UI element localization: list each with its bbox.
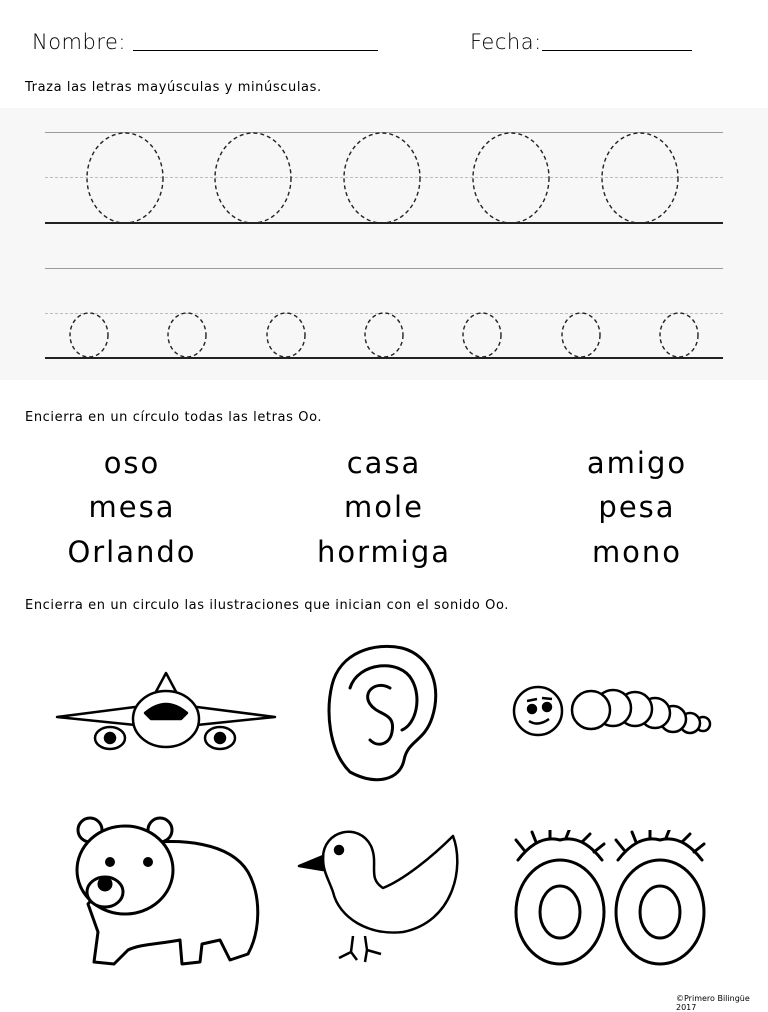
traceable-letters[interactable] (0, 108, 768, 380)
word[interactable]: casa (346, 446, 422, 480)
circle-letters-instruction: Encierra en un círculo todas las letras Oo. (25, 410, 323, 425)
word[interactable]: Orlando (67, 535, 197, 569)
word[interactable]: amigo (586, 446, 688, 480)
airplane-picture[interactable] (55, 665, 277, 760)
word[interactable]: pesa (598, 490, 676, 524)
copyright-footer: ©Primero Bilingüe 2017 (676, 994, 750, 1012)
circle-pictures-instruction: Encierra en un circulo las ilustraciones que inician con el sonido Oo. (25, 598, 510, 613)
trace-uppercase-o (602, 133, 678, 223)
trace-lowercase-o (267, 313, 305, 357)
chick-picture[interactable] (293, 818, 473, 968)
date-field-line[interactable] (542, 50, 692, 51)
trace-uppercase-o (215, 133, 291, 223)
trace-uppercase-o (87, 133, 163, 223)
trace-lowercase-o (70, 313, 108, 357)
trace-uppercase-o (344, 133, 420, 223)
date-label: Fecha: (470, 30, 542, 54)
trace-lowercase-o (562, 313, 600, 357)
word[interactable]: oso (103, 446, 161, 480)
name-label: Nombre: (32, 30, 127, 54)
word[interactable]: mono (591, 535, 683, 569)
eyes-picture[interactable] (510, 830, 710, 970)
trace-uppercase-o (473, 133, 549, 223)
trace-instruction: Traza las letras mayúsculas y minúsculas. (25, 80, 322, 95)
trace-lowercase-o (168, 313, 206, 357)
trace-lowercase-o (660, 313, 698, 357)
trace-lowercase-o (463, 313, 501, 357)
worm-picture[interactable] (505, 677, 715, 747)
trace-lowercase-o (365, 313, 403, 357)
bear-picture[interactable] (70, 812, 265, 972)
name-field-line[interactable] (133, 50, 378, 51)
word[interactable]: mesa (88, 490, 176, 524)
word[interactable]: hormiga (316, 535, 452, 569)
ear-picture[interactable] (320, 640, 445, 788)
word[interactable]: mole (344, 490, 424, 524)
